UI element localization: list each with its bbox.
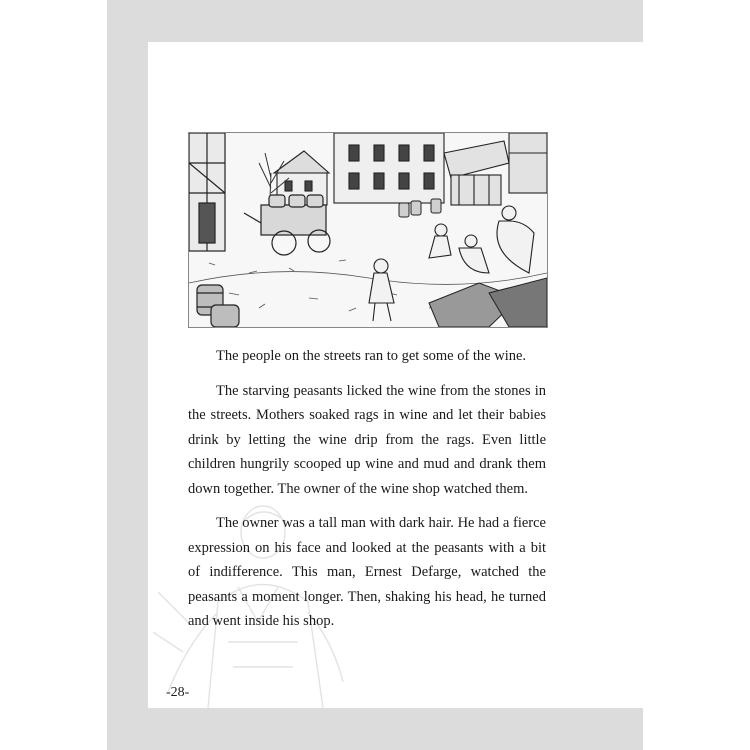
body-text bbox=[188, 344, 546, 644]
paragraph-1: The people on the streets ran to get some of the wine. bbox=[216, 348, 527, 364]
street-scene-illustration bbox=[188, 132, 548, 328]
illustration-drawing bbox=[189, 133, 547, 327]
book-page bbox=[148, 42, 643, 708]
paragraph-2: The starving peasants licked the wine from the stones in the streets. Mothers soaked rags in wine and let their babies drink by letting the wine drip from the rags. Even little children hungrily scooped up wine and mud and drank them down together. The owner of the wine shop watched them. bbox=[188, 382, 546, 497]
page-number: -28- bbox=[166, 685, 190, 700]
paragraph-3: The owner was a tall man with dark hair. He had a fierce expression on his face and looked at the peasants with a bit of indifference. This man, Ernest Defarge, watched the peasants a moment longer. Then, shaking his head, he turned and went inside his shop. bbox=[188, 515, 546, 629]
